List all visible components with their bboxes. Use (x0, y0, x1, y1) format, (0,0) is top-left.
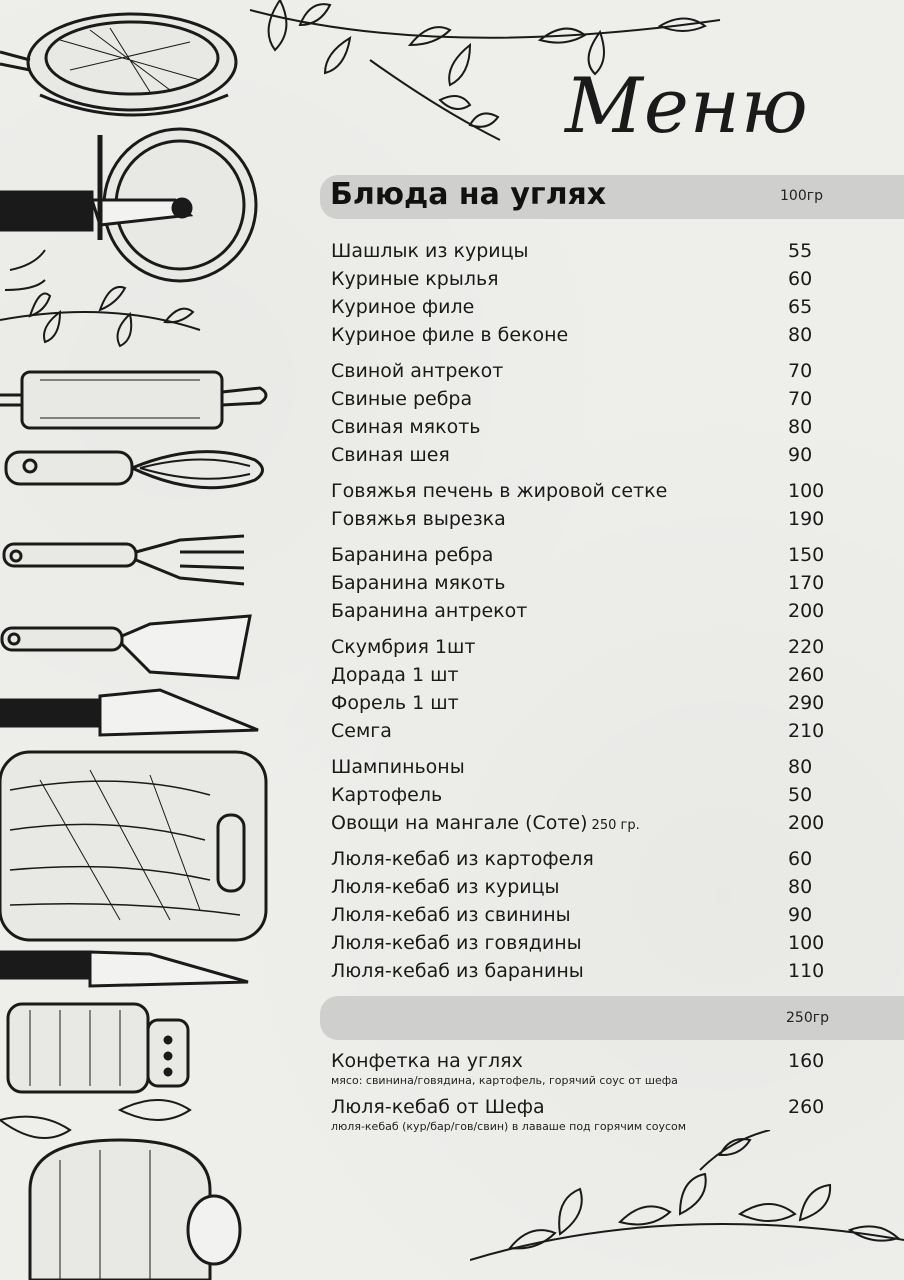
menu-item-name: Люля-кебаб из говядины (331, 932, 582, 954)
page-title: Меню (565, 61, 809, 150)
knife-icon (0, 690, 258, 735)
menu-item (331, 477, 831, 505)
menu-item (331, 689, 831, 717)
menu-list-special (331, 1048, 831, 1140)
cutting-board-icon (0, 752, 266, 940)
section-title: Блюда на углях (330, 177, 607, 212)
menu-item (331, 597, 831, 625)
kitchen-utensils-illustration (0, 0, 280, 1280)
menu-group (331, 541, 831, 625)
menu-item-price: 260 (788, 1096, 825, 1118)
menu-item (331, 781, 831, 809)
menu-item (331, 873, 831, 901)
menu-item (331, 845, 831, 873)
menu-item (331, 901, 831, 929)
menu-item-price: 160 (788, 1050, 825, 1072)
menu-item-price: 220 (788, 636, 825, 658)
menu-item (331, 633, 831, 661)
menu-item-price: 110 (788, 960, 825, 982)
menu-item-name: Семга (331, 720, 392, 742)
menu-item-price: 70 (788, 388, 813, 410)
spatula-icon (2, 616, 250, 678)
menu-item-price: 100 (788, 932, 825, 954)
menu-item-price: 80 (788, 876, 813, 898)
menu-item-name: Свиной антрекот (331, 360, 504, 382)
menu-item-name: Картофель (331, 784, 443, 806)
menu-item-description: люля-кебаб (кур/бар/гов/свин) в лаваше под горячим соусом (331, 1120, 687, 1133)
menu-item-price: 50 (788, 784, 813, 806)
menu-item-price: 290 (788, 692, 825, 714)
menu-item-name: Форель 1 шт (331, 692, 459, 714)
menu-item-price: 90 (788, 444, 813, 466)
menu-item-name: Куриные крылья (331, 268, 499, 290)
menu-item-name: Люля-кебаб из курицы (331, 876, 560, 898)
menu-item-name: Говяжья вырезка (331, 508, 506, 530)
menu-group (331, 633, 831, 745)
menu-item (331, 957, 831, 985)
menu-item (331, 413, 831, 441)
menu-item-name: Дорада 1 шт (331, 664, 459, 686)
menu-item-price: 60 (788, 268, 813, 290)
menu-item (331, 505, 831, 533)
menu-item-name: Конфетка на углях (331, 1050, 523, 1072)
menu-item-price: 80 (788, 416, 813, 438)
menu-item (331, 357, 831, 385)
menu-item-name: Куриное филе в беконе (331, 324, 569, 346)
menu-item (331, 237, 831, 265)
menu-item-name: Люля-кебаб из свинины (331, 904, 571, 926)
menu-item-price: 170 (788, 572, 825, 594)
menu-item (331, 293, 831, 321)
menu-item (331, 569, 831, 597)
whisk-icon (6, 452, 263, 488)
menu-item-price: 150 (788, 544, 825, 566)
menu-item (331, 541, 831, 569)
menu-group (331, 753, 831, 837)
menu-item-name: Люля-кебаб из баранины (331, 960, 584, 982)
menu-item-name: Куриное филе (331, 296, 475, 318)
menu-item-price: 80 (788, 324, 813, 346)
menu-item-note: 250 гр. (591, 818, 640, 833)
menu-item-price: 200 (788, 600, 825, 622)
menu-item (331, 929, 831, 957)
menu-item (331, 661, 831, 689)
menu-item-name: Шампиньоны (331, 756, 465, 778)
frying-pan-icon (0, 14, 236, 115)
menu-item-description: мясо: свинина/говядина, картофель, горячий соус от шефа (331, 1074, 678, 1087)
menu-item-price: 100 (788, 480, 825, 502)
knife-icon (0, 952, 248, 986)
menu-group (331, 845, 831, 985)
menu-item-name: Свиная мякоть (331, 416, 481, 438)
menu-item-price: 65 (788, 296, 813, 318)
menu-item-price: 210 (788, 720, 825, 742)
leaf-branch-icon (470, 1130, 904, 1280)
menu-group (331, 477, 831, 533)
menu-item-price: 90 (788, 904, 813, 926)
menu-item (331, 1048, 831, 1087)
menu-item-price: 70 (788, 360, 813, 382)
menu-item-name: Люля-кебаб из картофеля (331, 848, 594, 870)
menu-item-name (331, 809, 640, 840)
menu-item-name: Свиная шея (331, 444, 450, 466)
menu-item-name: Говяжья печень в жировой сетке (331, 480, 668, 502)
menu-list (331, 237, 831, 993)
menu-group (331, 357, 831, 469)
menu-item-price: 60 (788, 848, 813, 870)
pot-icon (0, 1100, 240, 1280)
menu-group (331, 237, 831, 349)
menu-item-name: Баранина ребра (331, 544, 494, 566)
menu-item-price: 200 (788, 812, 825, 834)
menu-item-name: Скумбрия 1шт (331, 636, 476, 658)
menu-item-name: Шашлык из курицы (331, 240, 529, 262)
menu-item (331, 753, 831, 781)
rolling-pin-icon (0, 372, 266, 428)
menu-item-price: 190 (788, 508, 825, 530)
menu-item (331, 809, 831, 837)
menu-item-name: Баранина мякоть (331, 572, 506, 594)
weight-label: 250гр (786, 1010, 829, 1026)
menu-item-name: Люля-кебаб от Шефа (331, 1096, 545, 1118)
menu-item (331, 441, 831, 469)
menu-item-name: Баранина антрекот (331, 600, 528, 622)
fork-icon (4, 536, 244, 584)
menu-item (331, 717, 831, 745)
menu-item-name: Свиные ребра (331, 388, 473, 410)
menu-item-price: 80 (788, 756, 813, 778)
spice-jar-icon (8, 1004, 188, 1092)
menu-item-name-text: Овощи на мангале (Соте) (331, 812, 588, 834)
menu-item (331, 321, 831, 349)
weight-label: 100гр (780, 188, 823, 204)
menu-item (331, 1094, 831, 1133)
menu-item (331, 385, 831, 413)
menu-item (331, 265, 831, 293)
menu-item-price: 55 (788, 240, 813, 262)
menu-item-price: 260 (788, 664, 825, 686)
